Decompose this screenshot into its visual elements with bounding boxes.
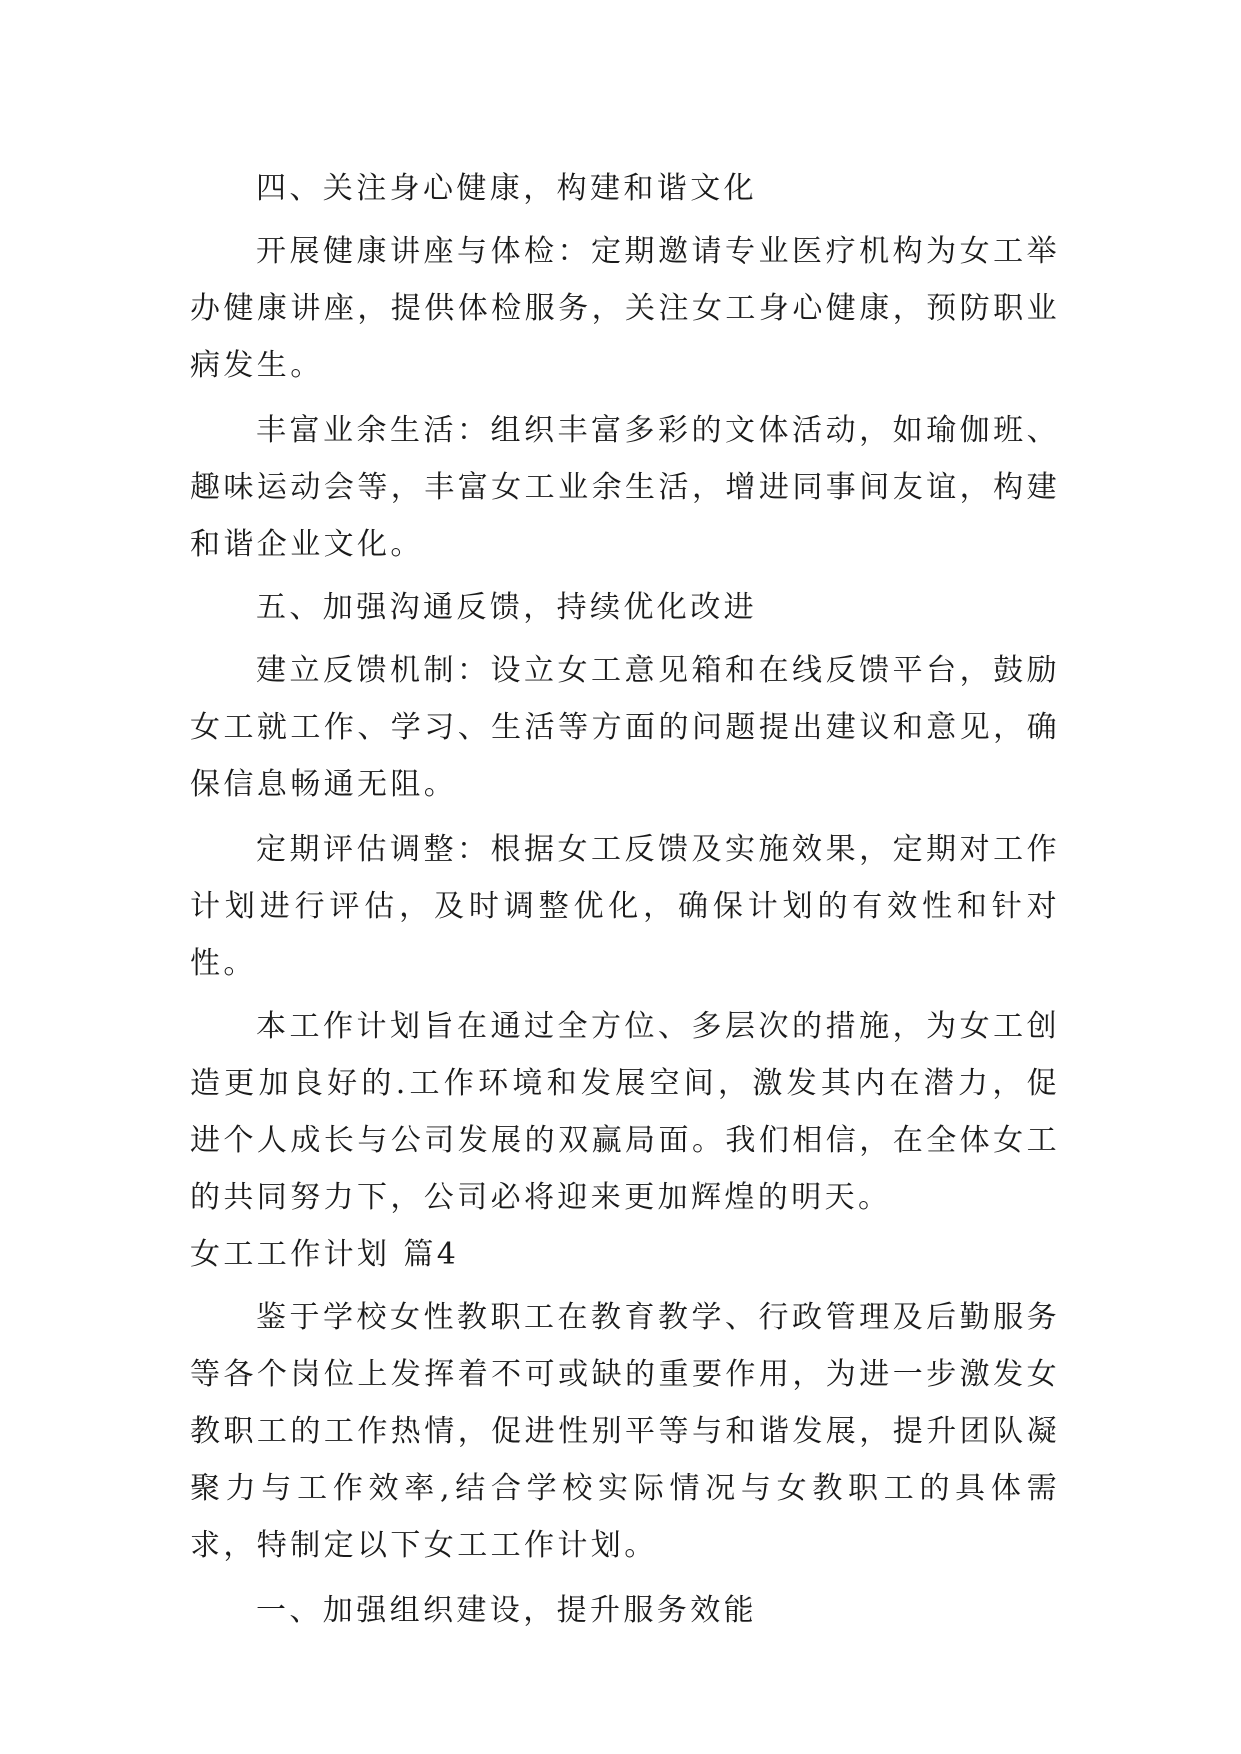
paragraph-conclusion: 本工作计划旨在通过全方位、多层次的措施，为女工创造更加良好的.工作环境和发展空间，激发其内在潜力，促进个人成长与公司发展的双赢局面。我们相信，在全体女工的共同努力下，公司必将迎来更加辉煌的明天。 xyxy=(190,1009,1060,1215)
paragraph-health-lectures: 开展健康讲座与体检：定期邀请专业医疗机构为女工举办健康讲座，提供体检服务，关注女工身心健康，预防职业病发生。 xyxy=(190,234,1060,383)
document-body xyxy=(190,160,1060,1639)
article-title: 女工工作计划 篇4 xyxy=(190,1237,460,1272)
paragraph-introduction: 鉴于学校女性教职工在教育教学、行政管理及后勤服务等各个岗位上发挥着不可或缺的重要作用，为进一步激发女教职工的工作热情，促进性别平等与和谐发展，提升团队凝聚力与工作效率,结合学校实际情况与女教职工的具体需求，特制定以下女工工作计划。 xyxy=(190,1300,1060,1563)
section-heading-1: 一、加强组织建设，提升服务效能 xyxy=(256,1593,757,1628)
paragraph-feedback-mechanism: 建立反馈机制：设立女工意见箱和在线反馈平台，鼓励女工就工作、学习、生活等方面的问题提出建议和意见，确保信息畅通无阻。 xyxy=(190,653,1060,802)
paragraph-leisure-life: 丰富业余生活：组织丰富多彩的文体活动，如瑜伽班、趣味运动会等，丰富女工业余生活，增进同事间友谊，构建和谐企业文化。 xyxy=(190,413,1060,562)
section-heading-5: 五、加强沟通反馈，持续优化改进 xyxy=(256,590,757,625)
paragraph-periodic-review: 定期评估调整：根据女工反馈及实施效果，定期对工作计划进行评估，及时调整优化，确保计划的有效性和针对性。 xyxy=(190,832,1060,981)
section-heading-4: 四、关注身心健康，构建和谐文化 xyxy=(256,171,757,206)
